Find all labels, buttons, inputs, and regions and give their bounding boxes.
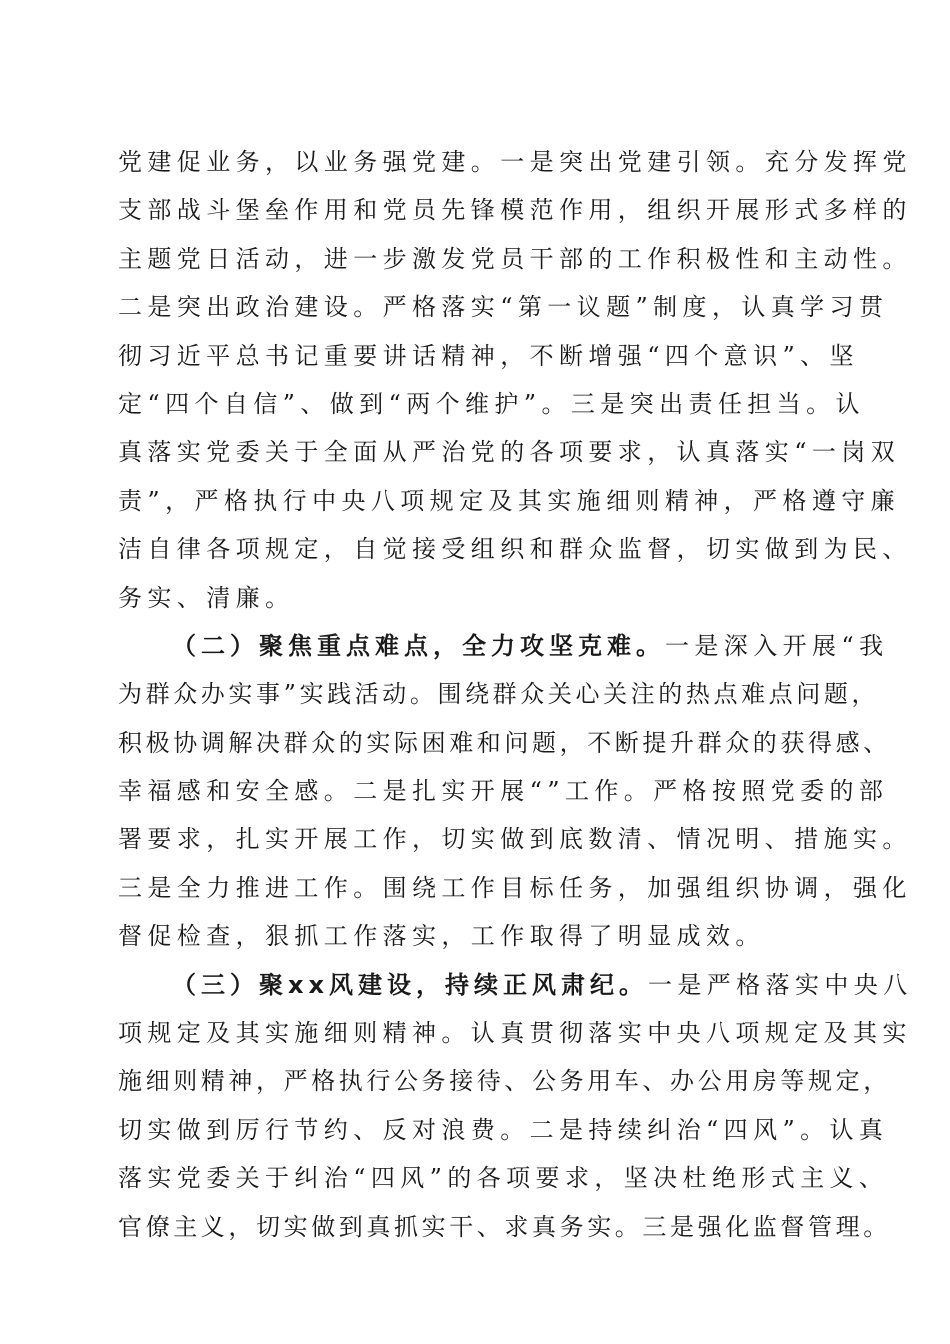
section-two-first-line <box>118 622 889 670</box>
section-three-first-line <box>118 961 913 1009</box>
paragraph-line: 真落实党委关于全面从严治党的各项要求，认真落实“一岗双 <box>118 438 901 467</box>
paragraph-line: 项规定及其实施细则精神。认真贯彻落实中央八项规定及其实 <box>118 1019 912 1048</box>
paragraph-line: 署要求，扎实开展工作，切实做到底数清、情况明、措施实。 <box>118 825 912 854</box>
section-three-first-line-text: 一是严格落实中央八 <box>647 970 913 999</box>
paragraph-line: 务实、清廉。 <box>118 583 295 612</box>
paragraph-line: 二是突出政治建设。严格落实“第一议题”制度，认真学习贯 <box>118 293 889 322</box>
paragraph-line: 彻习近平总书记重要讲话精神，不断增强“四个意识”、坚 <box>118 341 859 370</box>
paragraph-line: 幸福感和安全感。二是扎实开展“”工作。严格按照党委的部 <box>118 777 889 806</box>
paragraph-line: 官僚主义，切实做到真抓实干、求真务实。三是强化监督管理。 <box>118 1212 891 1241</box>
paragraph-line: 责”，严格执行中央八项规定及其实施细则精神，严格遵守廉 <box>118 486 901 515</box>
paragraph-line: 支部战斗堡垒作用和党员先锋模范作用，组织开展形式多样的 <box>118 196 912 225</box>
paragraph-line: 三是全力推进工作。围绕工作目标任务，加强组织协调，强化 <box>118 873 912 902</box>
paragraph-line: 洁自律各项规定，自觉接受组织和群众监督，切实做到为民、 <box>118 535 912 564</box>
paragraph-line: 主题党日活动，进一步激发党员干部的工作积极性和主动性。 <box>118 244 912 273</box>
paragraph-line: 为群众办实事”实践活动。围绕群众关心关注的热点难点问题， <box>118 680 880 709</box>
paragraph-line: 积极协调解决群众的实际困难和问题，不断提升群众的获得感、 <box>118 728 891 757</box>
paragraph-line: 落实党委关于纠治“四风”的各项要求，坚决杜绝形式主义、 <box>118 1164 889 1193</box>
section-two-heading: （二）聚焦重点难点，全力攻坚克难。 <box>172 631 665 660</box>
paragraph-line: 切实做到厉行节约、反对浪费。二是持续纠治“四风”。认真 <box>118 1115 889 1144</box>
paragraph-line: 施细则精神，严格执行公务接待、公务用车、办公用房等规定， <box>118 1067 891 1096</box>
paragraph-line: 定“四个自信”、做到“两个维护”。三是突出责任担当。认 <box>118 389 865 418</box>
paragraph-line: 党建促业务，以业务强党建。一是突出党建引领。充分发挥党 <box>118 148 912 176</box>
document-body <box>118 138 913 1251</box>
section-three-heading: （三）聚xx风建设，持续正风肃纪。 <box>172 970 648 999</box>
section-two-first-line-text: 一是深入开展“我 <box>665 631 889 660</box>
paragraph-line: 督促检查，狠抓工作落实，工作取得了明显成效。 <box>118 922 765 951</box>
